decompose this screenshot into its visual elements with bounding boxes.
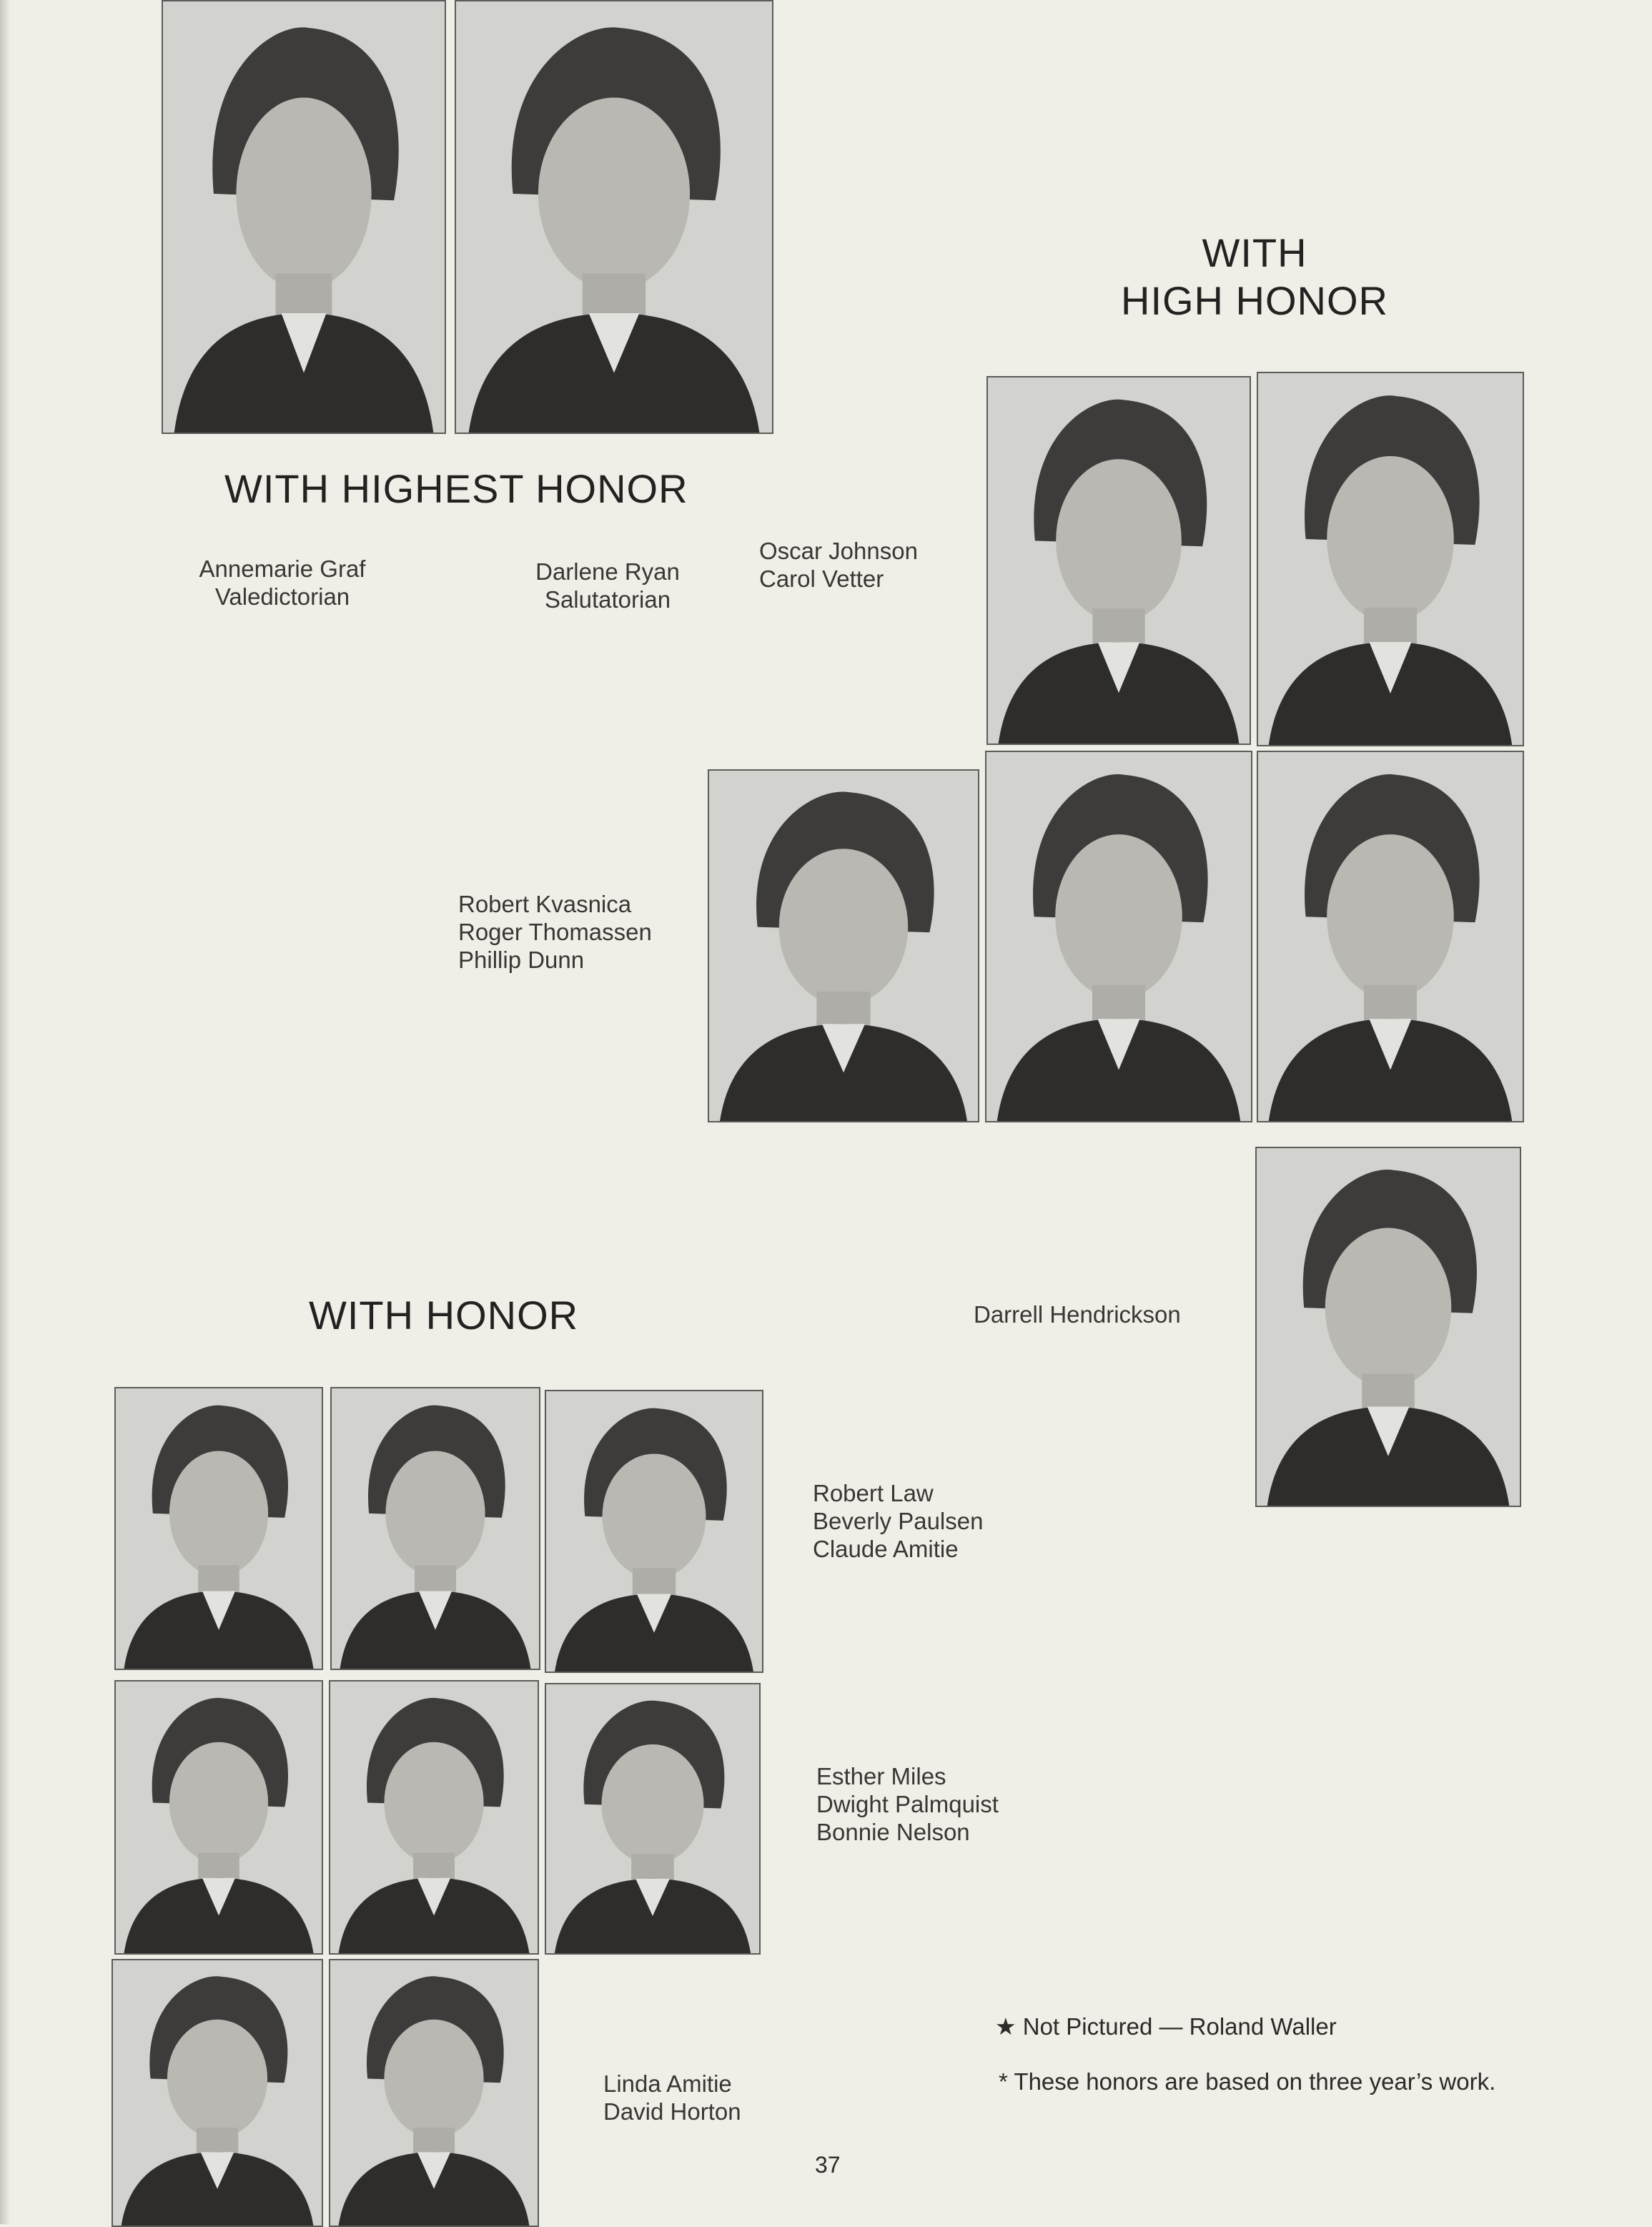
- name-beverly-paulsen: Beverly Paulsen: [813, 1508, 984, 1534]
- not-pictured-note: ★ Not Pictured — Roland Waller: [995, 2013, 1337, 2040]
- portrait-carol-vetter: [1257, 372, 1524, 746]
- name-carol-vetter: Carol Vetter: [759, 566, 884, 592]
- caption-group-oscar-carol: [759, 537, 918, 593]
- name-bonnie-nelson: Bonnie Nelson: [816, 1819, 970, 1845]
- caption-annemarie-graf: [164, 555, 400, 611]
- page-binding-edge: [0, 0, 10, 2224]
- name-robert-law: Robert Law: [813, 1480, 934, 1506]
- caption-darlene-ryan: [500, 558, 715, 613]
- heading-with-high-honor-line2: HIGH HONOR: [1121, 278, 1388, 324]
- page-number: 37: [815, 2152, 841, 2178]
- portrait-oscar-johnson: [986, 376, 1251, 745]
- portrait-bonnie-nelson: [545, 1683, 761, 1955]
- heading-with-highest-honor: WITH HIGHEST HONOR: [224, 466, 688, 511]
- heading-with-high-honor-line1: WITH: [1202, 230, 1307, 275]
- portrait-beverly-paulsen: [330, 1387, 540, 1670]
- name-roger-thomassen: Roger Thomassen: [458, 919, 652, 945]
- portrait-darlene-ryan: [455, 0, 773, 434]
- caption-darrell-hendrickson: [974, 1300, 1181, 1328]
- portrait-claude-amitie: [545, 1390, 763, 1673]
- portrait-phillip-dunn: [1257, 751, 1524, 1122]
- name-darrell-hendrickson: Darrell Hendrickson: [974, 1301, 1181, 1328]
- caption-group-law-paulsen-amitie: [813, 1479, 983, 1563]
- honors-footnote: * These honors are based on three year’s work.: [999, 2068, 1496, 2095]
- heading-with-high-honor: [1094, 229, 1415, 325]
- name-robert-kvasnica: Robert Kvasnica: [458, 891, 632, 917]
- name-esther-miles: Esther Miles: [816, 1763, 946, 1789]
- name-darlene-ryan: Darlene Ryan: [535, 558, 680, 585]
- portrait-linda-amitie: [112, 1959, 323, 2227]
- caption-group-kvasnica-thomassen-dunn: [458, 890, 652, 974]
- title-salutatorian: Salutatorian: [544, 586, 671, 613]
- caption-group-miles-palmquist-nelson: [816, 1762, 999, 1846]
- name-david-horton: David Horton: [603, 2098, 741, 2125]
- name-linda-amitie: Linda Amitie: [603, 2070, 732, 2097]
- name-annemarie-graf: Annemarie Graf: [199, 555, 366, 582]
- name-phillip-dunn: Phillip Dunn: [458, 947, 585, 973]
- name-oscar-johnson: Oscar Johnson: [759, 538, 918, 564]
- title-valedictorian: Valedictorian: [214, 583, 350, 610]
- name-dwight-palmquist: Dwight Palmquist: [816, 1791, 999, 1817]
- portrait-roger-thomassen: [985, 751, 1252, 1122]
- portrait-darrell-hendrickson: [1255, 1147, 1521, 1507]
- caption-group-linda-david: [603, 2070, 741, 2125]
- portrait-dwight-palmquist: [329, 1680, 539, 1955]
- portrait-david-horton: [329, 1959, 539, 2227]
- portrait-annemarie-graf: [162, 0, 446, 434]
- portrait-esther-miles: [114, 1680, 323, 1955]
- name-claude-amitie: Claude Amitie: [813, 1536, 959, 1562]
- portrait-robert-kvasnica: [708, 769, 979, 1122]
- portrait-robert-law: [114, 1387, 323, 1670]
- heading-with-honor: WITH HONOR: [309, 1293, 579, 1338]
